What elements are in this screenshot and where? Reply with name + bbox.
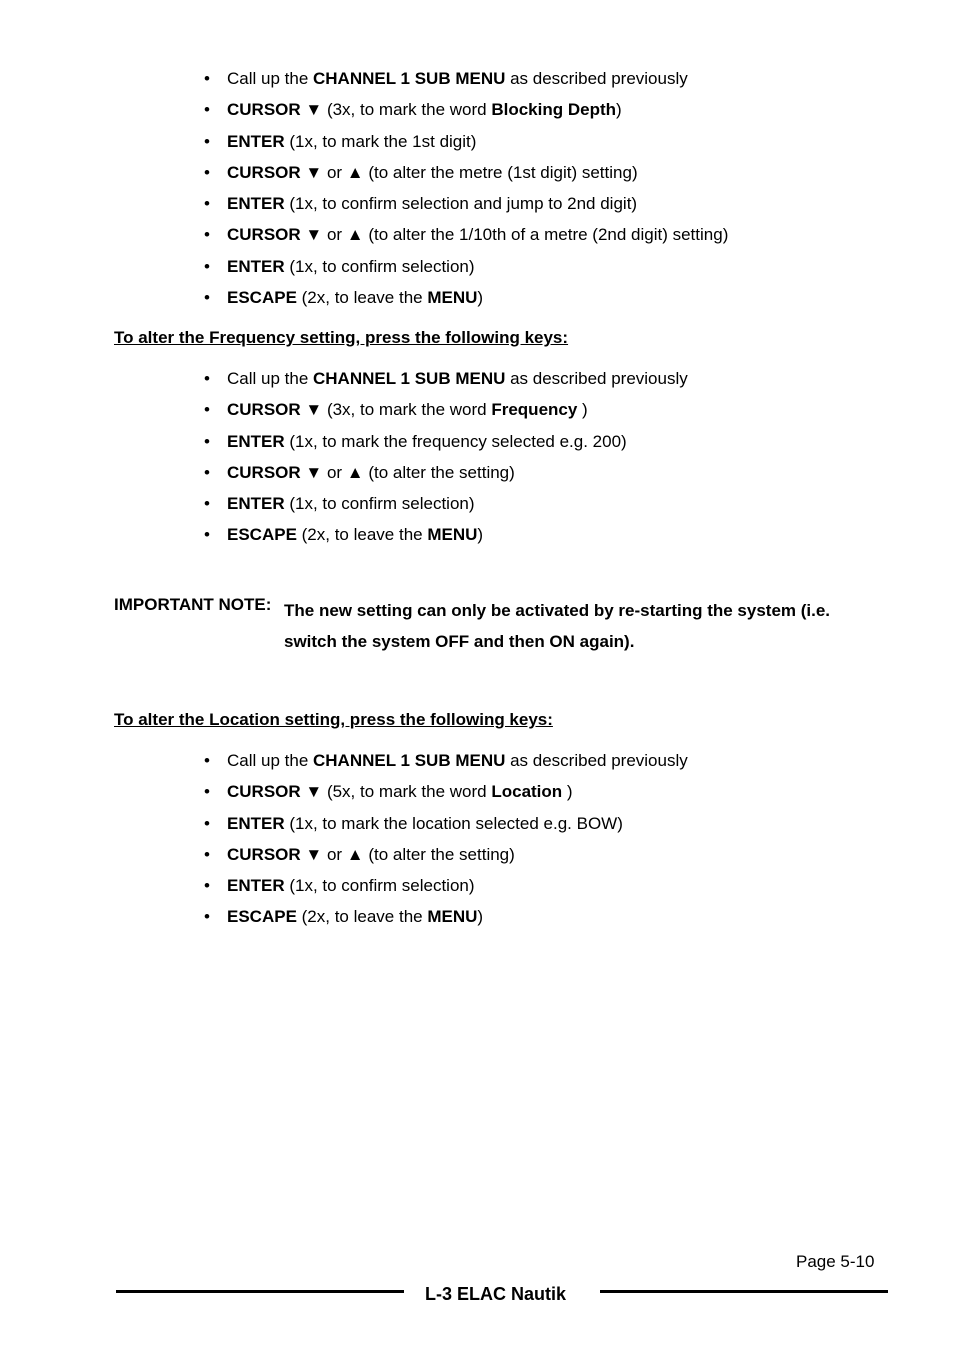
bullet-icon: • [204, 462, 210, 482]
footer-rule-right [600, 1290, 888, 1293]
step-text: (1x, to mark the 1st digit) [284, 131, 477, 151]
frequency-steps [204, 369, 688, 557]
step-text: or [322, 462, 347, 482]
key-label: MENU [427, 907, 478, 927]
key-label: Frequency [491, 400, 578, 420]
key-label: CURSOR ▼ [227, 100, 323, 120]
step-text: (2x, to leave the [296, 288, 428, 308]
list-item [204, 257, 728, 288]
step-text: ) [577, 400, 588, 420]
step-text: (to alter the setting) [363, 844, 515, 864]
step-text: ) [477, 525, 484, 545]
key-label: ESCAPE [227, 525, 297, 545]
key-label: ENTER [227, 431, 285, 451]
key-label: ▲ [346, 225, 364, 245]
step-text: (2x, to leave the [296, 907, 428, 927]
key-label: Location [491, 782, 563, 802]
step-text: (5x, to mark the word [322, 782, 492, 802]
list-item [204, 369, 688, 400]
bullet-icon: • [204, 907, 210, 927]
bullet-icon: • [204, 225, 210, 245]
step-text: Call up the [227, 69, 313, 88]
step-text: as described previously [505, 751, 688, 770]
step-text: ) [616, 100, 622, 120]
key-label: ▲ [346, 844, 364, 864]
list-item [204, 876, 688, 907]
list-item [204, 782, 688, 813]
step-text: (3x, to mark the word [322, 100, 492, 120]
key-label: ENTER [227, 256, 285, 276]
bullet-icon: • [204, 431, 210, 451]
key-label: CURSOR ▼ [227, 400, 323, 420]
step-text: or [322, 844, 347, 864]
step-text: as described previously [505, 69, 688, 88]
step-text: (1x, to mark the location selected e.g. BOW) [284, 813, 623, 833]
list-item [204, 225, 728, 256]
key-label: ENTER [227, 876, 285, 896]
bullet-icon: • [204, 400, 210, 420]
key-label: MENU [427, 525, 478, 545]
bullet-icon: • [204, 369, 210, 388]
list-item [204, 432, 688, 463]
list-item [204, 463, 688, 494]
frequency-heading: To alter the Frequency setting, press the following keys: [114, 328, 569, 347]
list-item [204, 751, 688, 782]
key-label: CHANNEL 1 SUB MENU [313, 751, 506, 770]
key-label: ▲ [346, 162, 364, 182]
step-text: (3x, to mark the word [322, 400, 492, 420]
step-text: (2x, to leave the [296, 525, 428, 545]
page-number: Page 5-10 [796, 1252, 875, 1271]
step-text: or [322, 225, 347, 245]
location-steps [204, 751, 688, 939]
footer-brand: L-3 ELAC Nautik [425, 1284, 567, 1304]
key-label: CHANNEL 1 SUB MENU [313, 69, 506, 88]
bullet-icon: • [204, 69, 210, 88]
list-item [204, 907, 688, 938]
list-item [204, 845, 688, 876]
bullet-icon: • [204, 782, 210, 802]
bullet-icon: • [204, 162, 210, 182]
list-item [204, 525, 688, 556]
step-text: ) [562, 782, 573, 802]
list-item [204, 814, 688, 845]
list-item [204, 132, 728, 163]
key-label: ENTER [227, 494, 285, 514]
key-label: CURSOR ▼ [227, 225, 323, 245]
location-heading: To alter the Location setting, press the following keys: [114, 710, 553, 729]
bullet-icon: • [204, 131, 210, 151]
list-item [204, 69, 728, 100]
bullet-icon: • [204, 194, 210, 214]
list-item [204, 494, 688, 525]
list-item [204, 288, 728, 319]
blocking-depth-steps [204, 69, 728, 319]
step-text: (1x, to confirm selection) [284, 256, 475, 276]
bullet-icon: • [204, 751, 210, 770]
footer-rule-left [116, 1290, 404, 1293]
bullet-icon: • [204, 876, 210, 896]
step-text: ) [477, 907, 484, 927]
step-text: as described previously [505, 369, 688, 388]
bullet-icon: • [204, 288, 210, 308]
key-label: CURSOR ▼ [227, 462, 323, 482]
step-text: (1x, to confirm selection and jump to 2nd digit) [284, 194, 638, 214]
key-label: CHANNEL 1 SUB MENU [313, 369, 506, 388]
list-item [204, 400, 688, 431]
step-text: (1x, to confirm selection) [284, 494, 475, 514]
bullet-icon: • [204, 494, 210, 514]
step-text: (to alter the metre (1st digit) setting) [363, 162, 638, 182]
key-label: ESCAPE [227, 288, 297, 308]
key-label: CURSOR ▼ [227, 162, 323, 182]
step-text: (1x, to mark the frequency selected e.g. 200) [284, 431, 627, 451]
step-text: Call up the [227, 751, 313, 770]
important-note-text: The new setting can only be activated by re-starting the system (i.e. switch the system OFF and then ON again). [284, 601, 831, 651]
step-text: (to alter the 1/10th of a metre (2nd digit) setting) [363, 225, 729, 245]
key-label: CURSOR ▼ [227, 844, 323, 864]
key-label: ENTER [227, 813, 285, 833]
key-label: MENU [427, 288, 478, 308]
important-note-label: IMPORTANT NOTE: [114, 595, 272, 614]
key-label: ESCAPE [227, 907, 297, 927]
key-label: CURSOR ▼ [227, 782, 323, 802]
bullet-icon: • [204, 844, 210, 864]
bullet-icon: • [204, 100, 210, 120]
step-text: (1x, to confirm selection) [284, 876, 475, 896]
key-label: ENTER [227, 131, 285, 151]
list-item [204, 100, 728, 131]
bullet-icon: • [204, 813, 210, 833]
bullet-icon: • [204, 256, 210, 276]
bullet-icon: • [204, 525, 210, 545]
step-text: or [322, 162, 347, 182]
key-label: Blocking Depth [491, 100, 617, 120]
step-text: ) [477, 288, 484, 308]
key-label: ENTER [227, 194, 285, 214]
step-text: Call up the [227, 369, 313, 388]
list-item [204, 194, 728, 225]
key-label: ▲ [346, 462, 364, 482]
list-item [204, 163, 728, 194]
step-text: (to alter the setting) [363, 462, 515, 482]
